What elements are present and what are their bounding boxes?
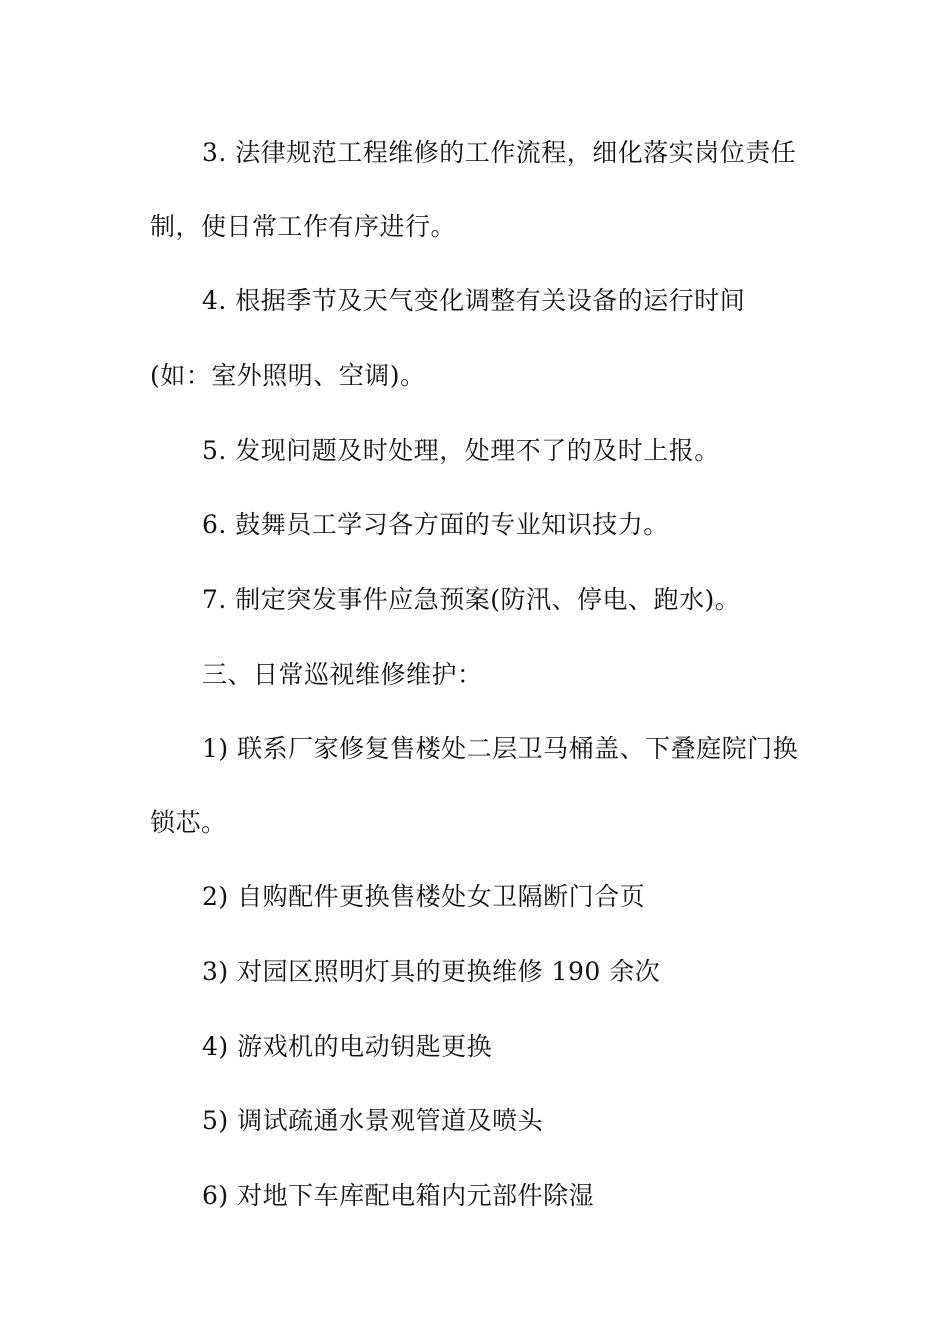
paragraph-item-3-line-2: 制，使日常工作有序进行。 (150, 212, 457, 241)
paragraph-item-6: 6. 鼓舞员工学习各方面的专业知识技力。 (202, 510, 669, 539)
section-heading: 三、日常巡视维修维护： (202, 660, 483, 689)
paragraph-item-7: 7. 制定突发事件应急预案(防汛、停电、跑水)。 (202, 585, 741, 614)
list-item-4: 4) 游戏机的电动钥匙更换 (202, 1032, 493, 1061)
paragraph-item-3-line-1: 3. 法律规范工程维修的工作流程，细化落实岗位责任 (202, 138, 797, 167)
list-item-6: 6) 对地下车库配电箱内元部件除湿 (202, 1181, 595, 1210)
paragraph-item-4-line-2: (如：室外照明、空调)。 (150, 361, 426, 390)
list-item-1-line-1: 1) 联系厂家修复售楼处二层卫马桶盖、下叠庭院门换 (202, 734, 799, 763)
list-item-5: 5) 调试疏通水景观管道及喷头 (202, 1106, 544, 1135)
paragraph-item-4-line-1: 4. 根据季节及天气变化调整有关设备的运行时间 (202, 286, 746, 315)
list-item-2: 2) 自购配件更换售楼处女卫隔断门合页 (202, 882, 646, 911)
paragraph-item-5: 5. 发现问题及时处理，处理不了的及时上报。 (202, 436, 720, 465)
list-item-3: 3) 对园区照明灯具的更换维修 190 余次 (202, 957, 661, 986)
list-item-1-line-2: 锁芯。 (150, 808, 227, 837)
